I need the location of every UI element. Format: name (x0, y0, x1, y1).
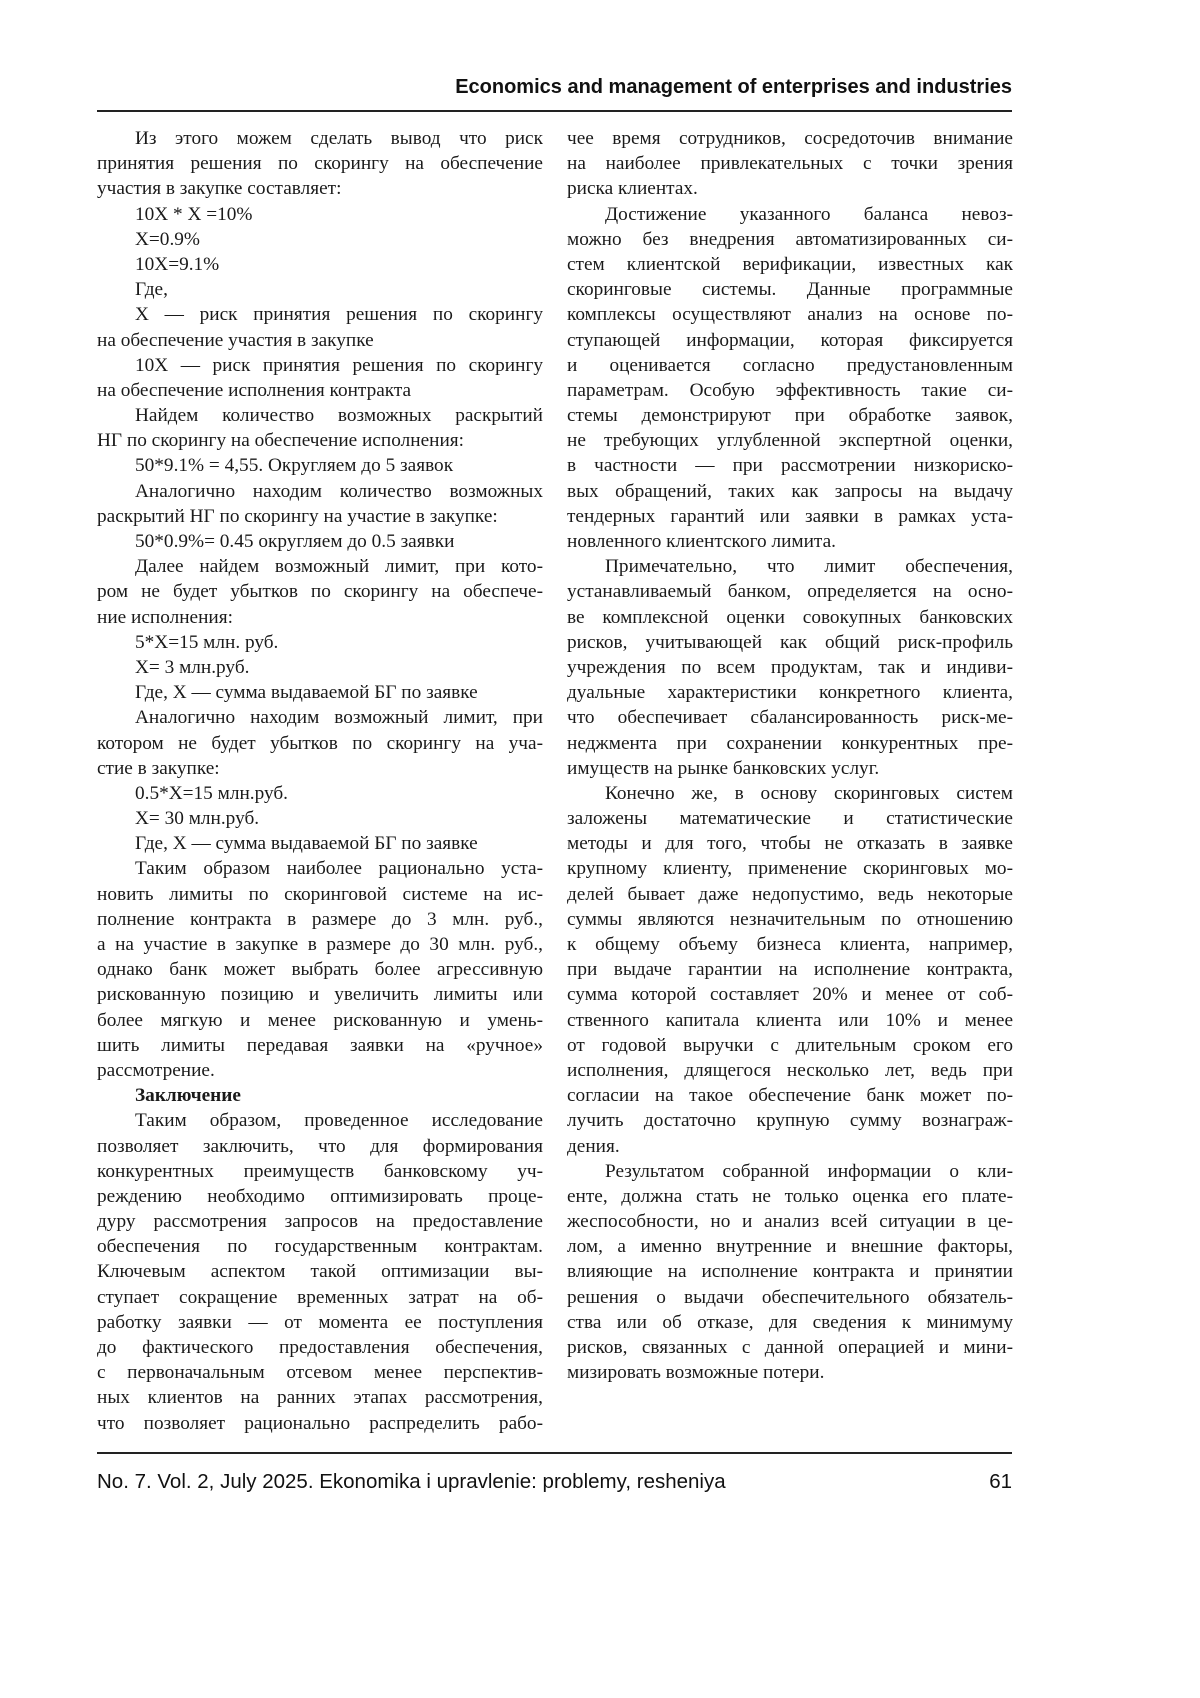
text-line: работку заявки — от момента ее поступления (97, 1310, 543, 1335)
text-line: X=0.9% (97, 227, 543, 252)
text-line: более мягкую и менее рискованную и умень- (97, 1008, 543, 1033)
text-line: 10X * X =10% (97, 202, 543, 227)
text-line: Результатом собранной информации о кли- (567, 1159, 1013, 1184)
text-line: риска клиентах. (567, 176, 1013, 201)
text-line: реждению необходимо оптимизировать проце- (97, 1184, 543, 1209)
text-line: полнение контракта в размере до 3 млн. руб., (97, 907, 543, 932)
text-line: влияющие на исполнение контракта и принятии (567, 1259, 1013, 1284)
footer-journal-info: No. 7. Vol. 2, July 2025. Ekonomika i upravlenie: problemy, resheniya (97, 1470, 726, 1494)
paragraph (567, 1159, 1013, 1386)
text-line: участия в закупке составляет: (97, 176, 543, 201)
text-line: рисков, связанных с данной операцией и мини- (567, 1335, 1013, 1360)
paragraph (97, 705, 543, 781)
text-line: стемы демонстрируют при обработке заявок, (567, 403, 1013, 428)
paragraph (97, 479, 543, 529)
paragraph (567, 202, 1013, 555)
text-line: вых обращений, таких как запросы на выдачу (567, 479, 1013, 504)
left-column (97, 126, 543, 1436)
text-line: обеспечения по государственным контрактам. (97, 1234, 543, 1259)
text-line: Где, (97, 277, 543, 302)
text-line: НГ по скорингу на обеспечение исполнения: (97, 428, 543, 453)
running-header: Economics and management of enterprises and industries (97, 76, 1012, 99)
header-divider (97, 110, 1012, 112)
paragraph (97, 831, 543, 856)
text-line: не требующих углубленной экспертной оценки, (567, 428, 1013, 453)
text-line: дуальные характеристики конкретного клиента, (567, 680, 1013, 705)
text-line: конкурентных преимуществ банковскому уч- (97, 1159, 543, 1184)
text-line: 10X — риск принятия решения по скорингу (97, 353, 543, 378)
text-line: Из этого можем сделать вывод что риск (97, 126, 543, 151)
text-line: от годовой выручки с длительным сроком его (567, 1033, 1013, 1058)
text-line: заложены математические и статистические (567, 806, 1013, 831)
text-line: с первоначальным отсевом менее перспектив- (97, 1360, 543, 1385)
text-line: Аналогично находим количество возможных (97, 479, 543, 504)
paragraph (97, 781, 543, 806)
text-line: Конечно же, в основу скоринговых систем (567, 781, 1013, 806)
paragraph (97, 302, 543, 352)
text-line: позволяет заключить, что для формирования (97, 1134, 543, 1159)
text-line: лом, а именно внутренние и внешние факторы, (567, 1234, 1013, 1259)
text-line: скоринговые системы. Данные программные (567, 277, 1013, 302)
text-line: комплексы осуществляют анализ на основе по- (567, 302, 1013, 327)
footer-divider (97, 1452, 1012, 1454)
text-line: Где, X — сумма выдаваемой БГ по заявке (97, 680, 543, 705)
paragraph (97, 1108, 543, 1435)
text-line: шить лимиты передавая заявки на «ручное» (97, 1033, 543, 1058)
text-line: X= 3 млн.руб. (97, 655, 543, 680)
text-line: ства или об отказе, для сведения к минимуму (567, 1310, 1013, 1335)
text-line: методы и для того, чтобы не отказать в заявке (567, 831, 1013, 856)
paragraph (97, 227, 543, 252)
text-line: 0.5*X=15 млн.руб. (97, 781, 543, 806)
text-line: в частности — при рассмотрении низкориско- (567, 453, 1013, 478)
paragraph (97, 126, 543, 202)
text-line: ром не будет убытков по скорингу на обеспече- (97, 579, 543, 604)
text-line: 10X=9.1% (97, 252, 543, 277)
text-line: новленного клиентского лимита. (567, 529, 1013, 554)
text-line: тендерных гарантий или заявки в рамках уста- (567, 504, 1013, 529)
paragraph (97, 529, 543, 554)
text-line: 50*9.1% = 4,55. Округляем до 5 заявок (97, 453, 543, 478)
text-line: мизировать возможные потери. (567, 1360, 1013, 1385)
text-line: X — риск принятия решения по скорингу (97, 302, 543, 327)
text-line: принятия решения по скорингу на обеспечение (97, 151, 543, 176)
paragraph (97, 630, 543, 655)
text-line: параметрам. Особую эффективность такие си- (567, 378, 1013, 403)
text-line: при выдаче гарантии на исполнение контракта, (567, 957, 1013, 982)
text-line: раскрытий НГ по скорингу на участие в закупке: (97, 504, 543, 529)
paragraph (567, 126, 1013, 202)
text-line: жеспособности, но и анализ всей ситуации в це- (567, 1209, 1013, 1234)
paragraph (97, 353, 543, 403)
text-line: стие в закупке: (97, 756, 543, 781)
text-line: а на участие в закупке в размере до 30 млн. руб., (97, 932, 543, 957)
paragraph (97, 453, 543, 478)
paragraph (97, 252, 543, 277)
text-line: суммы являются незначительным по отношению (567, 907, 1013, 932)
text-line: рисков, учитывающей как общий риск-профиль (567, 630, 1013, 655)
text-line: 50*0.9%= 0.45 округляем до 0.5 заявки (97, 529, 543, 554)
text-line: ние исполнения: (97, 605, 543, 630)
text-line: на обеспечение исполнения контракта (97, 378, 543, 403)
paragraph (97, 403, 543, 453)
text-line: на наиболее привлекательных с точки зрения (567, 151, 1013, 176)
text-line: X= 30 млн.руб. (97, 806, 543, 831)
text-line: Таким образом наиболее рационально уста- (97, 856, 543, 881)
paragraph (97, 554, 543, 630)
text-line: ступает сокращение временных затрат на об- (97, 1285, 543, 1310)
text-line: чее время сотрудников, сосредоточив внимание (567, 126, 1013, 151)
text-line: ственного капитала клиента или 10% и менее (567, 1008, 1013, 1033)
text-line: и оценивается согласно предустановленным (567, 353, 1013, 378)
text-line: решения о выдачи обеспечительного обязатель- (567, 1285, 1013, 1310)
text-line: до фактического предоставления обеспечения, (97, 1335, 543, 1360)
text-line: однако банк может выбрать более агрессивную (97, 957, 543, 982)
text-line: стем клиентской верификации, известных как (567, 252, 1013, 277)
text-line: делей бывает даже недопустимо, ведь некоторые (567, 882, 1013, 907)
page-number: 61 (989, 1470, 1012, 1494)
text-line: исполнения, длящегося несколько лет, ведь при (567, 1058, 1013, 1083)
text-line: устанавливаемый банком, определяется на осно- (567, 579, 1013, 604)
section-heading (97, 1083, 543, 1108)
text-line: имуществ на рынке банковских услуг. (567, 756, 1013, 781)
text-line: сумма которой составляет 20% и менее от соб- (567, 982, 1013, 1007)
text-line: Найдем количество возможных раскрытий (97, 403, 543, 428)
text-line: согласии на такое обеспечение банк может по- (567, 1083, 1013, 1108)
paragraph (97, 277, 543, 302)
text-line: неджмента при сохранении конкурентных пре- (567, 731, 1013, 756)
paragraph (97, 202, 543, 227)
text-line: котором не будет убытков по скорингу на уча- (97, 731, 543, 756)
text-line: что позволяет рационально распределить рабо- (97, 1411, 543, 1436)
paragraph (97, 806, 543, 831)
paragraph (97, 856, 543, 1083)
text-line: Заключение (97, 1083, 543, 1108)
text-line: новить лимиты по скоринговой системе на ис- (97, 882, 543, 907)
text-line: Примечательно, что лимит обеспечения, (567, 554, 1013, 579)
text-line: Таким образом, проведенное исследование (97, 1108, 543, 1133)
text-line: Далее найдем возможный лимит, при кото- (97, 554, 543, 579)
text-line: лучить достаточно крупную сумму вознаграж- (567, 1108, 1013, 1133)
text-line: Где, X — сумма выдаваемой БГ по заявке (97, 831, 543, 856)
paragraph (567, 554, 1013, 781)
paragraph (97, 680, 543, 705)
text-line: ступающей информации, которая фиксируется (567, 328, 1013, 353)
paragraph (567, 781, 1013, 1159)
text-line: ных клиентов на ранних этапах рассмотрения, (97, 1385, 543, 1410)
text-line: 5*X=15 млн. руб. (97, 630, 543, 655)
text-line: ве комплексной оценки совокупных банковских (567, 605, 1013, 630)
text-line: енте, должна стать не только оценка его плате- (567, 1184, 1013, 1209)
text-line: рассмотрение. (97, 1058, 543, 1083)
text-line: на обеспечение участия в закупке (97, 328, 543, 353)
text-line: к общему объему бизнеса клиента, например, (567, 932, 1013, 957)
text-line: рискованную позицию и увеличить лимиты или (97, 982, 543, 1007)
text-line: Аналогично находим возможный лимит, при (97, 705, 543, 730)
paragraph (97, 655, 543, 680)
text-line: дения. (567, 1134, 1013, 1159)
text-line: учреждения по всем продуктам, так и индиви- (567, 655, 1013, 680)
text-line: дуру рассмотрения запросов на предоставление (97, 1209, 543, 1234)
text-line: крупному клиенту, применение скоринговых мо- (567, 856, 1013, 881)
text-line: Достижение указанного баланса невоз- (567, 202, 1013, 227)
text-line: Ключевым аспектом такой оптимизации вы- (97, 1259, 543, 1284)
text-line: что обеспечивает сбалансированность риск-ме- (567, 705, 1013, 730)
text-line: можно без внедрения автоматизированных си- (567, 227, 1013, 252)
right-column (567, 126, 1013, 1385)
